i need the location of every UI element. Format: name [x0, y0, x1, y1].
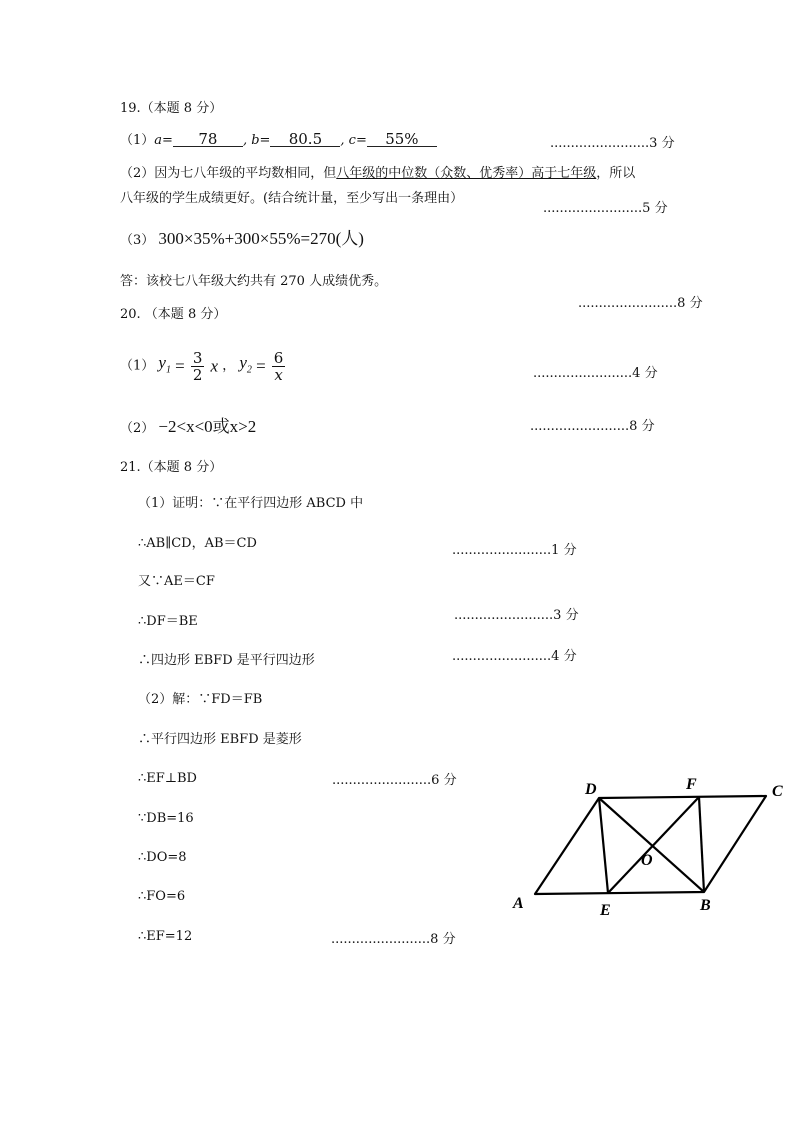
- q19-part3-prefix: （3）: [120, 233, 155, 248]
- q19-score1: ........................3 分: [550, 136, 675, 151]
- label-o: O: [641, 852, 653, 869]
- q19-answer: 答：该校七八年级大约共有 270 人成绩优秀。: [120, 274, 388, 289]
- label-e: E: [600, 902, 611, 919]
- q20-part2-expr: −2<x<0或x>2: [158, 417, 257, 436]
- q19-part2-underlined: 八年级的中位数（众数、优秀率）高于七年级: [336, 166, 597, 181]
- label-c: C: [772, 783, 783, 800]
- q20-frac1-num: 3: [192, 349, 203, 367]
- q20-score1: ........................4 分: [533, 366, 658, 381]
- q20-comma: ，: [222, 358, 236, 374]
- label-f: F: [686, 776, 697, 793]
- q19-c-label: , c=: [340, 133, 367, 148]
- q21-line10: ∴DO=8: [138, 850, 187, 865]
- q19-part3: [120, 230, 364, 250]
- q20-frac1-den: 2: [192, 366, 203, 384]
- q19-part1: [120, 132, 437, 150]
- q20-frac2: [272, 350, 286, 383]
- q20-header: 20. （本题 8 分）: [120, 307, 227, 322]
- q19-score2: ........................5 分: [543, 201, 668, 216]
- q19-part2-post: ，所以: [596, 166, 636, 181]
- q21-line2: ∴AB∥CD，AB＝CD: [138, 536, 257, 551]
- q21-line11: ∴FO=6: [138, 889, 186, 904]
- q20-frac2-num: 6: [273, 349, 284, 367]
- diagonal-db: [599, 798, 704, 892]
- q21-line9: ∵DB=16: [138, 811, 194, 826]
- diagonal-fe: [608, 797, 699, 893]
- q21-line1: （1）证明：∵在平行四边形 ABCD 中: [138, 496, 364, 511]
- q20-part2-prefix: （2）: [120, 421, 155, 436]
- q20-y1-sub: 1: [165, 364, 171, 376]
- q19-part1-prefix: （1）: [120, 133, 155, 148]
- q19-part2-line2: 八年级的学生成绩更好。(结合统计量，至少写出一条理由）: [120, 191, 464, 206]
- q21-line12: ∴EF=12: [138, 929, 193, 944]
- q21-line5: ∴四边形 EBFD 是平行四边形: [138, 653, 315, 668]
- q21-score8: ........................6 分: [332, 773, 457, 788]
- q19-b-value: 80.5: [270, 132, 340, 147]
- q21-score12: ........................8 分: [331, 932, 456, 947]
- q19-b-label: , b=: [242, 133, 271, 148]
- q20-eq2: =: [256, 356, 266, 376]
- q20-score2: ........................8 分: [530, 419, 655, 434]
- q21-score5: ........................4 分: [452, 649, 577, 664]
- q20-y1: [158, 352, 171, 376]
- label-b: B: [700, 897, 711, 914]
- q20-y2: [239, 352, 252, 376]
- q20-part1-prefix: （1）: [120, 358, 155, 374]
- q19-part2-pre: （2）因为七八年级的平均数相同，但: [120, 166, 337, 181]
- q20-frac2-den: x: [274, 366, 283, 384]
- q19-a-label: a=: [154, 133, 173, 148]
- q19-c-value: 55%: [367, 132, 437, 147]
- q19-part3-expr: 300×35%+300×55%=270(人): [158, 229, 364, 248]
- q20-y1-symbol: y: [158, 352, 166, 372]
- q21-line8: ∴EF⊥BD: [138, 771, 197, 786]
- q20-x: x: [210, 356, 219, 376]
- q19-header: 19.（本题 8 分）: [120, 101, 223, 116]
- q20-y2-sub: 2: [246, 364, 252, 376]
- label-d: D: [585, 781, 597, 798]
- q21-line4: ∴DF＝BE: [138, 614, 198, 629]
- q21-header: 21.（本题 8 分）: [120, 460, 223, 475]
- q20-part1: [120, 350, 287, 390]
- q20-frac1: [191, 350, 205, 383]
- q19-score3: ........................8 分: [578, 296, 703, 311]
- segment-fb: [699, 797, 704, 892]
- label-a: A: [513, 895, 524, 912]
- parallelogram-figure: [500, 770, 794, 920]
- q19-a-value: 78: [173, 132, 243, 147]
- segment-de: [599, 798, 608, 893]
- q20-eq1: =: [175, 356, 185, 376]
- q21-line6: （2）解：∵FD＝FB: [138, 692, 263, 707]
- q21-score4: ........................3 分: [454, 608, 579, 623]
- q21-line3: 又∵AE＝CF: [138, 574, 215, 589]
- q21-line7: ∴平行四边形 EBFD 是菱形: [138, 732, 302, 747]
- q20-y2-symbol: y: [239, 352, 247, 372]
- q19-part2-line1: [120, 165, 635, 183]
- q20-part2: [120, 418, 256, 438]
- q21-score2: ........................1 分: [452, 543, 577, 558]
